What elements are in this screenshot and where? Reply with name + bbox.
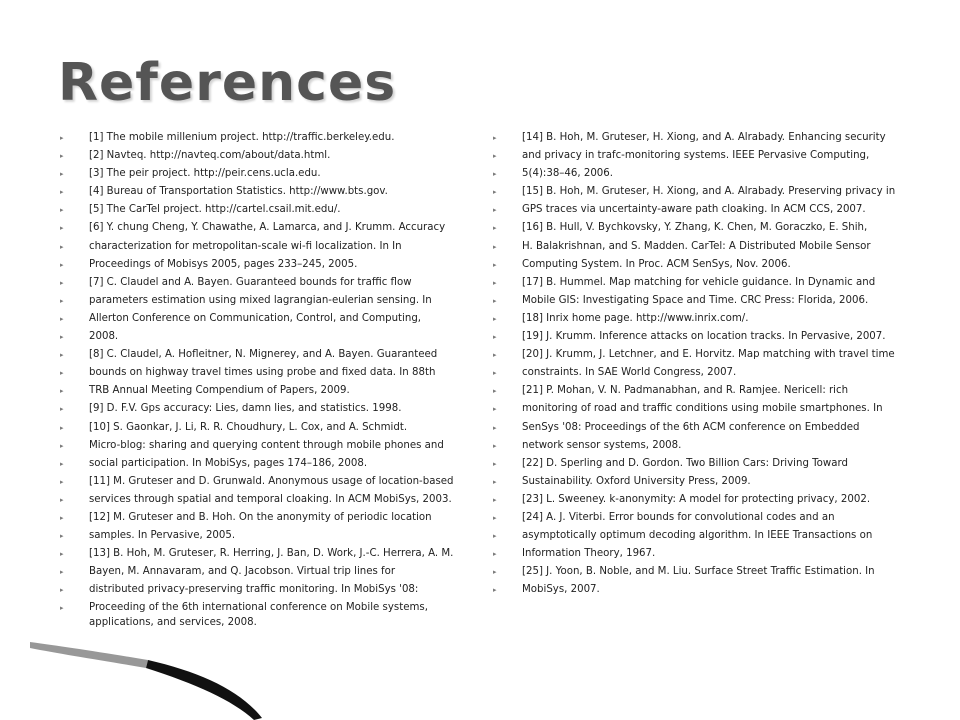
triangle-bullet-icon: ▸ [60, 278, 64, 287]
reference-text: [17] B. Hummel. Map matching for vehicle guidance. In Dynamic and [522, 276, 876, 288]
reference-text: [6] Y. chung Cheng, Y. Chawathe, A. Lamarca, and J. Krumm. Accuracy [89, 222, 446, 234]
triangle-bullet-icon: ▸ [493, 495, 497, 504]
triangle-bullet-icon: ▸ [493, 206, 497, 215]
reference-text: [14] B. Hoh, M. Gruteser, H. Xiong, and A. Alrabady. Enhancing security [522, 132, 886, 143]
triangle-bullet-icon: ▸ [60, 387, 64, 396]
reference-text: monitoring of road and traffic conditions using mobile smartphones. In [522, 403, 883, 415]
triangle-bullet-icon: ▸ [60, 495, 64, 504]
reference-text: [4] Bureau of Transportation Statistics. http://www.bts.gov. [89, 186, 388, 198]
triangle-bullet-icon: ▸ [493, 441, 497, 450]
triangle-bullet-icon: ▸ [493, 550, 497, 559]
triangle-bullet-icon: ▸ [493, 513, 497, 522]
triangle-bullet-icon: ▸ [60, 296, 64, 305]
reference-text: [13] B. Hoh, M. Gruteser, R. Herring, J. Ban, D. Work, J.-C. Herrera, A. M. [89, 548, 454, 560]
reference-text: samples. In Pervasive, 2005. [89, 530, 236, 542]
triangle-bullet-icon: ▸ [60, 568, 64, 577]
triangle-bullet-icon: ▸ [493, 170, 497, 179]
reference-text: [3] The peir project. http://peir.cens.ucla.edu. [89, 168, 321, 180]
reference-text: [24] A. J. Viterbi. Error bounds for convolutional codes and an [522, 511, 835, 523]
reference-text: [22] D. Sperling and D. Gordon. Two Billion Cars: Driving Toward [522, 457, 848, 469]
reference-text: characterization for metropolitan-scale wi-fi localization. In In [89, 240, 402, 252]
reference-text: distributed privacy-preserving traffic monitoring. In MobiSys '08: [89, 584, 419, 596]
reference-text: [7] C. Claudel and A. Bayen. Guaranteed bounds for traffic flow [89, 276, 412, 288]
triangle-bullet-icon: ▸ [60, 351, 64, 360]
triangle-bullet-icon: ▸ [60, 242, 64, 251]
triangle-bullet-icon: ▸ [60, 513, 64, 522]
triangle-bullet-icon: ▸ [493, 351, 497, 360]
reference-text: [21] P. Mohan, V. N. Padmanabhan, and R. Ramjee. Nericell: rich [522, 385, 849, 397]
page-title: References [58, 53, 397, 113]
triangle-bullet-icon: ▸ [60, 333, 64, 342]
reference-text: social participation. In MobiSys, pages 174–186, 2008. [89, 457, 368, 469]
triangle-bullet-icon: ▸ [493, 188, 497, 197]
triangle-bullet-icon: ▸ [493, 568, 497, 577]
reference-text: constraints. In SAE World Congress, 2007. [522, 367, 737, 379]
reference-text: 5(4):38–46, 2006. [522, 168, 614, 180]
triangle-bullet-icon: ▸ [493, 459, 497, 468]
reference-text: bounds on highway travel times using probe and fixed data. In 88th [89, 367, 436, 379]
triangle-bullet-icon: ▸ [60, 441, 64, 450]
triangle-bullet-icon: ▸ [493, 405, 497, 414]
reference-text: [20] J. Krumm, J. Letchner, and E. Horvitz. Map matching with travel time [522, 349, 895, 361]
triangle-bullet-icon: ▸ [60, 134, 64, 142]
reference-text: [25] J. Yoon, B. Noble, and M. Liu. Surface Street Traffic Estimation. In [522, 566, 875, 578]
triangle-bullet-icon: ▸ [493, 134, 497, 142]
reference-text: [23] L. Sweeney. k-anonymity: A model for protecting privacy, 2002. [522, 493, 871, 505]
reference-text: Mobile GIS: Investigating Space and Time. CRC Press: Florida, 2006. [522, 294, 869, 306]
reference-text: SenSys '08: Proceedings of the 6th ACM conference on Embedded [522, 421, 860, 433]
reference-text: MobiSys, 2007. [522, 584, 600, 596]
reference-text: [1] The mobile millenium project. http://traffic.berkeley.edu. [89, 132, 395, 143]
triangle-bullet-icon: ▸ [60, 532, 64, 541]
triangle-bullet-icon: ▸ [493, 314, 497, 323]
triangle-bullet-icon: ▸ [60, 260, 64, 269]
reference-text: applications, and services, 2008. [89, 616, 257, 628]
reference-text: GPS traces via uncertainty-aware path cloaking. In ACM CCS, 2007. [522, 204, 866, 216]
triangle-bullet-icon: ▸ [60, 188, 64, 197]
triangle-bullet-icon: ▸ [60, 550, 64, 559]
triangle-bullet-icon: ▸ [60, 405, 64, 414]
reference-text: H. Balakrishnan, and S. Madden. CarTel: A Distributed Mobile Sensor [522, 240, 871, 252]
triangle-bullet-icon: ▸ [60, 206, 64, 215]
triangle-bullet-icon: ▸ [60, 586, 64, 595]
reference-text: network sensor systems, 2008. [522, 439, 682, 451]
reference-text: [5] The CarTel project. http://cartel.csail.mit.edu/. [89, 204, 341, 216]
triangle-bullet-icon: ▸ [493, 260, 497, 269]
reference-text: asymptotically optimum decoding algorithm. In IEEE Transactions on [522, 530, 873, 542]
reference-text: [15] B. Hoh, M. Gruteser, H. Xiong, and A. Alrabady. Preserving privacy in [522, 186, 896, 198]
reference-text: Allerton Conference on Communication, Control, and Computing, [89, 312, 422, 324]
triangle-bullet-icon: ▸ [493, 278, 497, 287]
reference-text: services through spatial and temporal cloaking. In ACM MobiSys, 2003. [89, 493, 452, 505]
triangle-bullet-icon: ▸ [493, 333, 497, 342]
reference-text: and privacy in trafc-monitoring systems. IEEE Pervasive Computing, [522, 150, 870, 162]
triangle-bullet-icon: ▸ [60, 170, 64, 179]
reference-text: [8] C. Claudel, A. Hofleitner, N. Mignerey, and A. Bayen. Guaranteed [89, 349, 438, 361]
triangle-bullet-icon: ▸ [493, 296, 497, 305]
reference-text: Proceeding of the 6th international conference on Mobile systems, [89, 602, 428, 614]
triangle-bullet-icon: ▸ [60, 459, 64, 468]
triangle-bullet-icon: ▸ [493, 423, 497, 432]
triangle-bullet-icon: ▸ [493, 369, 497, 378]
triangle-bullet-icon: ▸ [493, 387, 497, 396]
reference-text: 2008. [89, 331, 119, 343]
reference-text: Bayen, M. Annavaram, and Q. Jacobson. Virtual trip lines for [89, 566, 396, 578]
triangle-bullet-icon: ▸ [60, 423, 64, 432]
reference-text: Micro-blog: sharing and querying content through mobile phones and [89, 439, 444, 451]
triangle-bullet-icon: ▸ [60, 224, 64, 233]
triangle-bullet-icon: ▸ [60, 604, 64, 613]
triangle-bullet-icon: ▸ [493, 477, 497, 486]
reference-text: Information Theory, 1967. [522, 548, 656, 560]
triangle-bullet-icon: ▸ [493, 532, 497, 541]
reference-text: parameters estimation using mixed lagrangian-eulerian sensing. In [89, 294, 432, 306]
triangle-bullet-icon: ▸ [493, 224, 497, 233]
triangle-bullet-icon: ▸ [60, 369, 64, 378]
reference-text: [11] M. Gruteser and D. Grunwald. Anonymous usage of location-based [89, 475, 454, 487]
reference-text: [19] J. Krumm. Inference attacks on location tracks. In Pervasive, 2007. [522, 331, 886, 343]
triangle-bullet-icon: ▸ [60, 152, 64, 161]
reference-text: [12] M. Gruteser and B. Hoh. On the anonymity of periodic location [89, 511, 432, 523]
reference-text: Computing System. In Proc. ACM SenSys, Nov. 2006. [522, 258, 791, 270]
reference-text: [16] B. Hull, V. Bychkovsky, Y. Zhang, K. Chen, M. Goraczko, E. Shih, [522, 222, 868, 234]
reference-text: Sustainability. Oxford University Press, 2009. [522, 475, 751, 487]
reference-text: [10] S. Gaonkar, J. Li, R. R. Choudhury, L. Cox, and A. Schmidt. [89, 421, 408, 433]
reference-text: [18] Inrix home page. http://www.inrix.com/. [522, 312, 749, 324]
reference-text: Proceedings of Mobisys 2005, pages 233–245, 2005. [89, 258, 358, 270]
triangle-bullet-icon: ▸ [493, 242, 497, 251]
reference-text: [2] Navteq. http://navteq.com/about/data.html. [89, 150, 331, 162]
triangle-bullet-icon: ▸ [60, 314, 64, 323]
triangle-bullet-icon: ▸ [493, 152, 497, 161]
reference-text: TRB Annual Meeting Compendium of Papers, 2009. [89, 385, 350, 397]
reference-text: [9] D. F.V. Gps accuracy: Lies, damn lies, and statistics. 1998. [89, 403, 402, 415]
triangle-bullet-icon: ▸ [60, 477, 64, 486]
triangle-bullet-icon: ▸ [493, 586, 497, 595]
